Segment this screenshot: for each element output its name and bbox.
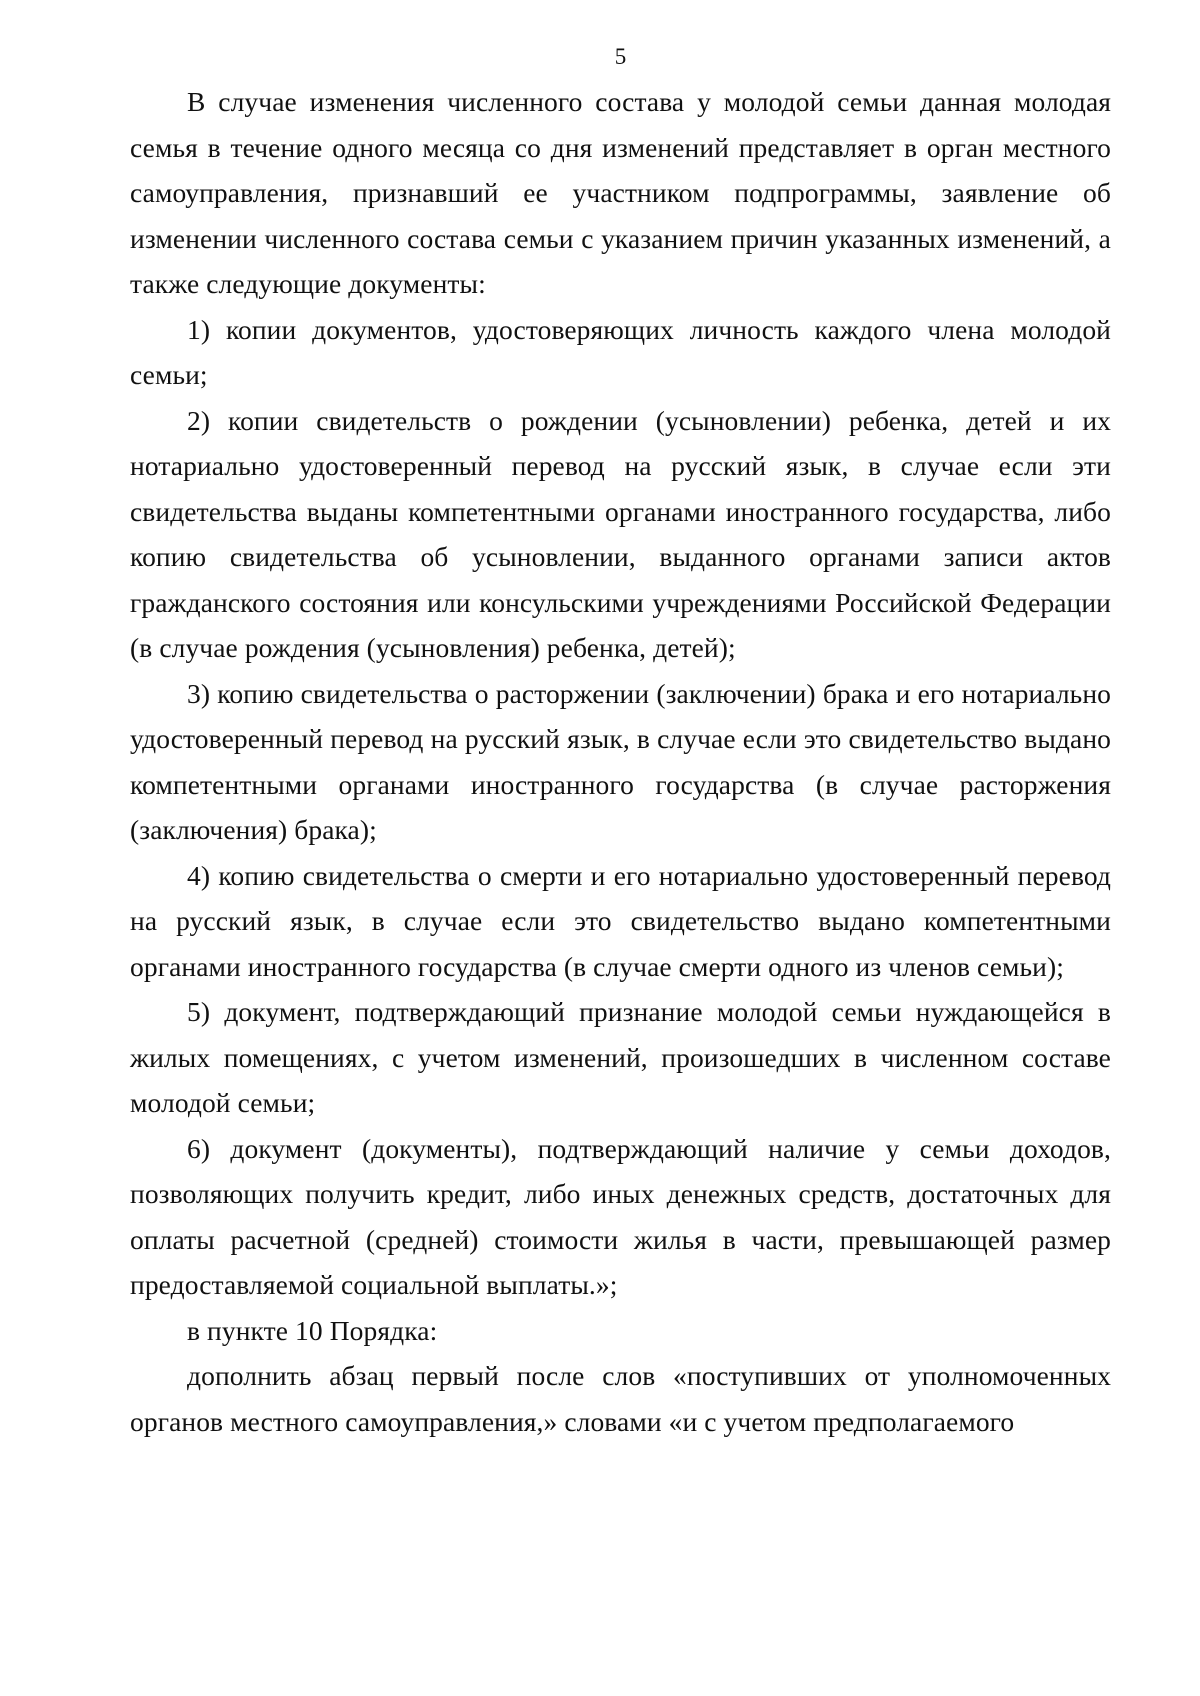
paragraph-item-2: 2) копии свидетельств о рождении (усыновлении) ребенка, детей и их нотариально удостоверенный перевод на русский язык, в случае если эти свидетельства выданы компетентными органами иностранного государства, либо копию свидетельства об усыновлении, выданного органами записи актов гражданского состояния или консульскими учреждениями Российской Федерации (в случае рождения (усыновления) ребенка, детей); — [130, 404, 1111, 663]
paragraph-item-6: 6) документ (документы), подтверждающий наличие у семьи доходов, позволяющих получить кредит, либо иных денежных средств, достаточных для оплаты расчетной (средней) стоимости жилья в части, превышающей размер предоставляемой социальной выплаты.»; — [130, 1132, 1111, 1300]
paragraph-item-5: 5) документ, подтверждающий признание молодой семьи нуждающейся в жилых помещениях, с учетом изменений, произошедших в численном составе молодой семьи; — [130, 996, 1111, 1118]
paragraph-item-4: 4) копию свидетельства о смерти и его нотариально удостоверенный перевод на русский язык, в случае если это свидетельство выдано компетентными органами иностранного государства (в случае смерти одного из членов семьи); — [130, 859, 1111, 982]
paragraph-item-1: 1) копии документов, удостоверяющих личность каждого члена молодой семьи; — [130, 313, 1111, 390]
paragraph-item-3: 3) копию свидетельства о расторжении (заключении) брака и его нотариально удостоверенный перевод на русский язык, в случае если это свидетельство выдано компетентными органами иностранного государства (в случае расторжения (заключения) брака); — [130, 677, 1111, 845]
page-number: 5 — [614, 44, 627, 69]
paragraph-amendment: дополнить абзац первый после слов «поступивших от уполномоченных органов местного самоуправления,» словами «и с учетом предполагаемого — [130, 1360, 1111, 1437]
document-body — [130, 79, 1111, 1444]
paragraph-point-10: в пункте 10 Порядка: — [187, 1314, 438, 1346]
paragraph-intro: В случае изменения численного состава у молодой семьи данная молодая семья в течение одного месяца со дня изменений представляет в орган местного самоуправления, признавший ее участником подпрограммы, заявление об изменении численного состава семьи с указанием причин указанных изменений, а также следующие документы: — [130, 86, 1111, 299]
